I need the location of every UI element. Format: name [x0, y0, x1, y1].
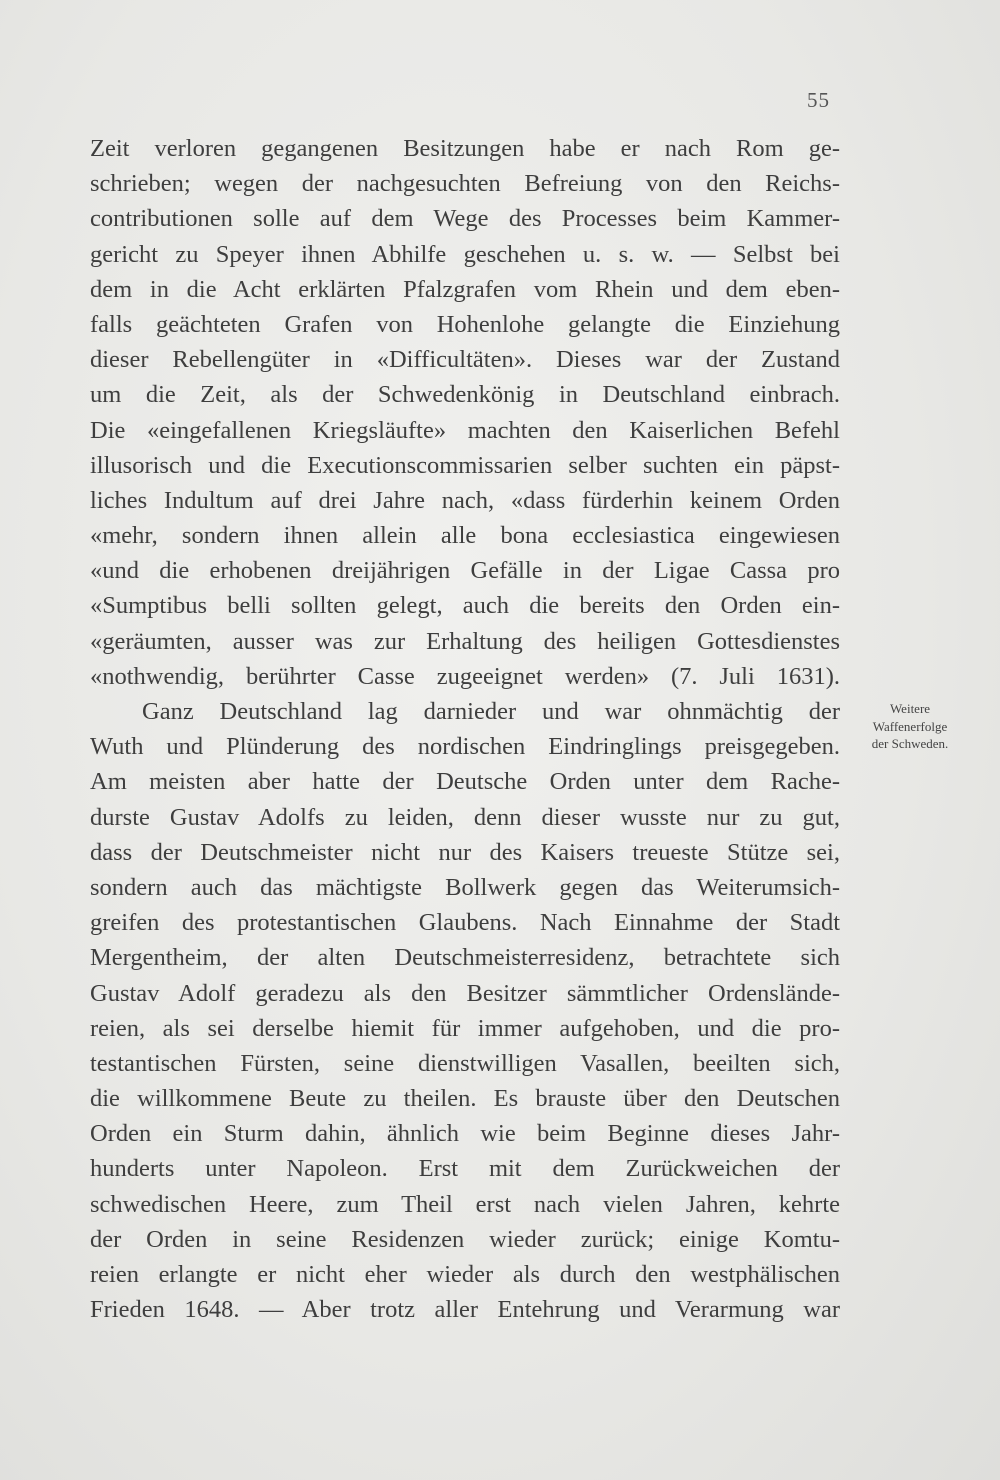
text-line: sondern auch das mächtigste Bollwerk gegen das Weiterumsich- — [90, 873, 840, 901]
text-line: gericht zu Speyer ihnen Abhilfe geschehen u. s. w. — Selbst bei — [90, 240, 840, 268]
text-line: Mergentheim, der alten Deutschmeisterresidenz, betrachtete sich — [90, 944, 840, 972]
text-line: «mehr, sondern ihnen allein alle bona ecclesiastica eingewiesen — [90, 522, 840, 550]
text-line: dem in die Acht erklärten Pfalzgrafen vom Rhein und dem eben- — [90, 275, 840, 303]
text-line: greifen des protestantischen Glaubens. Nach Einnahme der Stadt — [90, 909, 840, 937]
marginal-note-line: der Schweden. — [871, 736, 949, 751]
text-line: testantischen Fürsten, seine dienstwilligen Vasallen, beeilten sich, — [90, 1049, 840, 1077]
marginal-note-line: Waffenerfolge — [872, 718, 948, 734]
text-line: schwedischen Heere, zum Theil erst nach vielen Jahren, kehrte — [90, 1190, 840, 1218]
text-line: Am meisten aber hatte der Deutsche Orden unter dem Rache- — [90, 768, 840, 796]
text-line: schrieben; wegen der nachgesuchten Befreiung von den Reichs- — [90, 170, 840, 198]
text-line: Orden ein Sturm dahin, ähnlich wie beim Beginne dieses Jahr- — [90, 1120, 840, 1148]
marginal-note-line: Weitere — [889, 701, 931, 716]
text-line: der Orden in seine Residenzen wieder zurück; einige Komtu- — [90, 1225, 840, 1253]
text-line: Wuth und Plünderung des nordischen Eindringlings preisgegeben. — [90, 733, 840, 761]
text-line: «nothwendig, berührter Casse zugeeignet werden» (7. Juli 1631). — [90, 662, 840, 690]
body-text — [90, 131, 840, 1327]
text-line: «Sumptibus belli sollten gelegt, auch die bereits den Orden ein- — [90, 592, 840, 620]
text-line: reien, als sei derselbe hiemit für immer aufgehoben, und die pro- — [90, 1014, 840, 1042]
text-line: dass der Deutschmeister nicht nur des Kaisers treueste Stütze sei, — [90, 838, 840, 866]
text-line: illusorisch und die Executionscommissarien selber suchten ein päpst- — [90, 451, 840, 479]
text-line: «geräumten, ausser was zur Erhaltung des heiligen Gottesdienstes — [90, 627, 840, 655]
text-line: die willkommene Beute zu theilen. Es brauste über den Deutschen — [90, 1085, 840, 1113]
text-line: falls geächteten Grafen von Hohenlohe gelangte die Einziehung — [90, 310, 840, 338]
paragraph-first-line: Ganz Deutschland lag darnieder und war ohnmächtig der — [142, 698, 840, 725]
text-line: contributionen solle auf dem Wege des Processes beim Kammer- — [90, 205, 840, 233]
text-line: dieser Rebellengüter in «Difficultäten». Dieses war der Zustand — [90, 346, 840, 374]
text-line: Die «eingefallenen Kriegsläufte» machten den Kaiserlichen Befehl — [90, 416, 840, 444]
text-line: Frieden 1648. — Aber trotz aller Entehrung und Verarmung war — [90, 1296, 840, 1324]
text-line: Zeit verloren gegangenen Besitzungen habe er nach Rom ge- — [90, 135, 840, 162]
text-line: Gustav Adolf geradezu als den Besitzer sämmtlicher Ordenslände- — [90, 979, 840, 1007]
marginal-note — [840, 700, 980, 753]
text-line: um die Zeit, als der Schwedenkönig in Deutschland einbrach. — [90, 381, 840, 409]
page-number: 55 — [807, 88, 830, 112]
text-line: liches Indultum auf drei Jahre nach, «dass fürderhin keinem Orden — [90, 486, 840, 514]
text-line: reien erlangte er nicht eher wieder als durch den westphälischen — [90, 1261, 840, 1288]
text-line: durste Gustav Adolfs zu leiden, denn dieser wusste nur zu gut, — [90, 803, 840, 831]
text-line: «und die erhobenen dreijährigen Gefälle in der Ligae Cassa pro — [90, 557, 840, 585]
text-line: hunderts unter Napoleon. Erst mit dem Zurückweichen der — [90, 1155, 840, 1183]
